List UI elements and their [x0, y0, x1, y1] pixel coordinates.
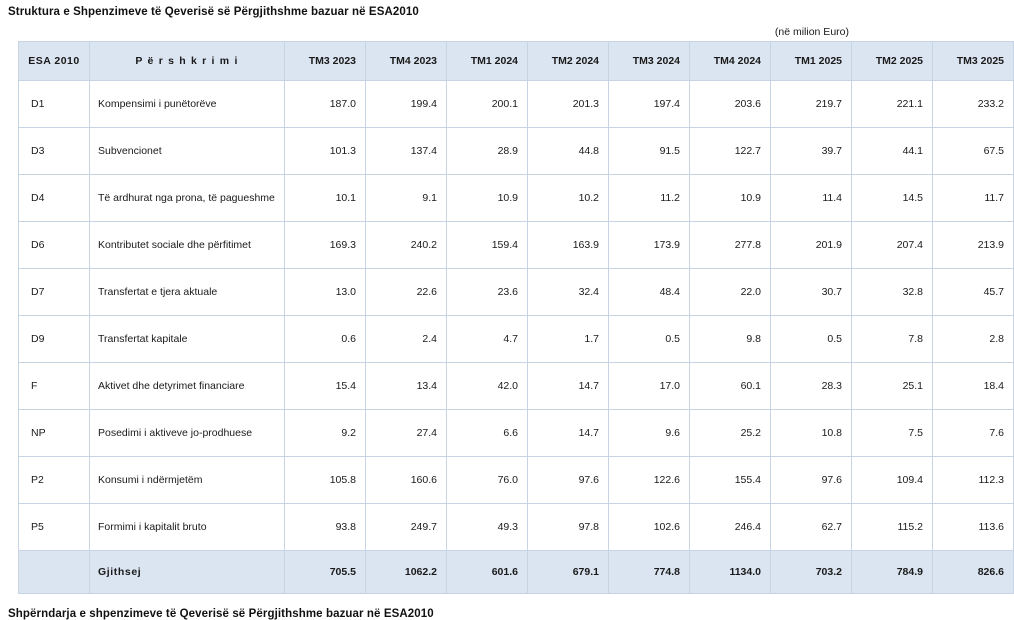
cell-value: 97.6: [771, 457, 852, 504]
cell-value: 9.1: [366, 175, 447, 222]
cell-value: 42.0: [447, 363, 528, 410]
cell-value: 122.6: [609, 457, 690, 504]
table-container: [0, 41, 1004, 594]
cell-value: 233.2: [933, 81, 1014, 128]
cell-value: 25.1: [852, 363, 933, 410]
cell-value: 187.0: [285, 81, 366, 128]
column-header-period-8: TM3 2025: [933, 42, 1014, 81]
cell-value: 27.4: [366, 410, 447, 457]
cell-value: 76.0: [447, 457, 528, 504]
table-row: [19, 128, 1014, 175]
page-title: Struktura e Shpenzimeve të Qeverisë së Përgjithshme bazuar në ESA2010: [8, 6, 419, 18]
cell-value: 173.9: [609, 222, 690, 269]
cell-value: 60.1: [690, 363, 771, 410]
cell-value: 0.5: [771, 316, 852, 363]
cell-value: 11.4: [771, 175, 852, 222]
cell-code: D3: [19, 128, 90, 175]
cell-value: 112.3: [933, 457, 1014, 504]
cell-value: 39.7: [771, 128, 852, 175]
cell-value: 49.3: [447, 504, 528, 551]
cell-code: D6: [19, 222, 90, 269]
table-row: [19, 81, 1014, 128]
cell-value: 163.9: [528, 222, 609, 269]
cell-value: 199.4: [366, 81, 447, 128]
cell-value: 169.3: [285, 222, 366, 269]
column-header-esa-code: ESA 2010: [19, 42, 90, 81]
column-header-period-7: TM2 2025: [852, 42, 933, 81]
cell-value: 13.0: [285, 269, 366, 316]
cell-value: 18.4: [933, 363, 1014, 410]
table-row: [19, 410, 1014, 457]
table-body: [19, 81, 1014, 594]
cell-code: D9: [19, 316, 90, 363]
cell-value: 23.6: [447, 269, 528, 316]
column-header-period-4: TM3 2024: [609, 42, 690, 81]
cell-value: 0.6: [285, 316, 366, 363]
table-row: [19, 363, 1014, 410]
cell-value: 1.7: [528, 316, 609, 363]
total-value: 774.8: [609, 551, 690, 594]
cell-value: 7.8: [852, 316, 933, 363]
column-header-period-3: TM2 2024: [528, 42, 609, 81]
cell-value: 221.1: [852, 81, 933, 128]
column-header-period-1: TM4 2023: [366, 42, 447, 81]
cell-value: 32.8: [852, 269, 933, 316]
column-header-period-0: TM3 2023: [285, 42, 366, 81]
cell-value: 30.7: [771, 269, 852, 316]
cell-value: 22.6: [366, 269, 447, 316]
cell-value: 200.1: [447, 81, 528, 128]
cell-value: 207.4: [852, 222, 933, 269]
cell-description: Kompensimi i punëtorëve: [90, 81, 285, 128]
total-value: 705.5: [285, 551, 366, 594]
cell-code: NP: [19, 410, 90, 457]
expenditure-table: [18, 41, 1014, 594]
cell-value: 93.8: [285, 504, 366, 551]
cell-description: Posedimi i aktiveve jo-prodhuese: [90, 410, 285, 457]
table-row: [19, 504, 1014, 551]
cell-value: 240.2: [366, 222, 447, 269]
total-value: 679.1: [528, 551, 609, 594]
cell-value: 44.1: [852, 128, 933, 175]
cell-value: 249.7: [366, 504, 447, 551]
cell-value: 14.7: [528, 363, 609, 410]
total-label: Gjithsej: [90, 551, 285, 594]
total-value: 601.6: [447, 551, 528, 594]
table-row: [19, 457, 1014, 504]
cell-value: 201.3: [528, 81, 609, 128]
cell-value: 14.5: [852, 175, 933, 222]
table-header-row: [19, 42, 1014, 81]
cell-value: 17.0: [609, 363, 690, 410]
cell-description: Subvencionet: [90, 128, 285, 175]
cell-value: 10.8: [771, 410, 852, 457]
cell-value: 11.7: [933, 175, 1014, 222]
cell-value: 32.4: [528, 269, 609, 316]
cell-value: 62.7: [771, 504, 852, 551]
cell-value: 137.4: [366, 128, 447, 175]
cell-value: 9.8: [690, 316, 771, 363]
column-header-period-6: TM1 2025: [771, 42, 852, 81]
cell-value: 2.8: [933, 316, 1014, 363]
cell-value: 0.5: [609, 316, 690, 363]
table-row: [19, 222, 1014, 269]
cell-value: 160.6: [366, 457, 447, 504]
cell-value: 9.2: [285, 410, 366, 457]
cell-value: 246.4: [690, 504, 771, 551]
total-value: 1134.0: [690, 551, 771, 594]
cell-description: Konsumi i ndërmjetëm: [90, 457, 285, 504]
cell-description: Kontributet sociale dhe përfitimet: [90, 222, 285, 269]
total-value: 703.2: [771, 551, 852, 594]
cell-value: 11.2: [609, 175, 690, 222]
cell-value: 25.2: [690, 410, 771, 457]
total-value: 826.6: [933, 551, 1014, 594]
table-row: [19, 316, 1014, 363]
cell-value: 45.7: [933, 269, 1014, 316]
cell-value: 115.2: [852, 504, 933, 551]
total-empty-cell: [19, 551, 90, 594]
cell-value: 159.4: [447, 222, 528, 269]
cell-value: 6.6: [447, 410, 528, 457]
cell-value: 2.4: [366, 316, 447, 363]
column-header-period-5: TM4 2024: [690, 42, 771, 81]
table-total-row: [19, 551, 1014, 594]
cell-value: 22.0: [690, 269, 771, 316]
cell-description: Transfertat e tjera aktuale: [90, 269, 285, 316]
cell-value: 7.6: [933, 410, 1014, 457]
cell-value: 91.5: [609, 128, 690, 175]
cell-value: 122.7: [690, 128, 771, 175]
table-row: [19, 175, 1014, 222]
cell-value: 203.6: [690, 81, 771, 128]
cell-code: P5: [19, 504, 90, 551]
cell-value: 97.8: [528, 504, 609, 551]
cell-value: 101.3: [285, 128, 366, 175]
cell-value: 219.7: [771, 81, 852, 128]
cell-value: 102.6: [609, 504, 690, 551]
cell-description: Të ardhurat nga prona, të pagueshme: [90, 175, 285, 222]
cell-value: 277.8: [690, 222, 771, 269]
cell-code: D7: [19, 269, 90, 316]
cell-value: 10.2: [528, 175, 609, 222]
cell-value: 105.8: [285, 457, 366, 504]
column-header-period-2: TM1 2024: [447, 42, 528, 81]
cell-value: 13.4: [366, 363, 447, 410]
table-row: [19, 269, 1014, 316]
total-value: 1062.2: [366, 551, 447, 594]
cell-value: 28.3: [771, 363, 852, 410]
cell-value: 109.4: [852, 457, 933, 504]
cell-code: D4: [19, 175, 90, 222]
cell-value: 201.9: [771, 222, 852, 269]
cell-value: 28.9: [447, 128, 528, 175]
cell-value: 9.6: [609, 410, 690, 457]
cell-description: Transfertat kapitale: [90, 316, 285, 363]
cell-code: P2: [19, 457, 90, 504]
cell-value: 48.4: [609, 269, 690, 316]
cell-value: 4.7: [447, 316, 528, 363]
cell-value: 14.7: [528, 410, 609, 457]
cell-value: 7.5: [852, 410, 933, 457]
cell-value: 10.1: [285, 175, 366, 222]
cell-value: 67.5: [933, 128, 1014, 175]
cell-value: 97.6: [528, 457, 609, 504]
cell-value: 44.8: [528, 128, 609, 175]
cell-value: 113.6: [933, 504, 1014, 551]
cell-value: 10.9: [690, 175, 771, 222]
column-header-description: P ë r s h k r i m i: [90, 42, 285, 81]
cell-value: 213.9: [933, 222, 1014, 269]
cell-code: F: [19, 363, 90, 410]
section-title-distribution: Shpërndarja e shpenzimeve të Qeverisë së Përgjithshme bazuar në ESA2010: [8, 608, 434, 620]
cell-description: Aktivet dhe detyrimet financiare: [90, 363, 285, 410]
cell-value: 15.4: [285, 363, 366, 410]
cell-value: 155.4: [690, 457, 771, 504]
unit-note: (në milion Euro): [774, 26, 849, 38]
cell-code: D1: [19, 81, 90, 128]
cell-value: 197.4: [609, 81, 690, 128]
total-value: 784.9: [852, 551, 933, 594]
cell-description: Formimi i kapitalit bruto: [90, 504, 285, 551]
cell-value: 10.9: [447, 175, 528, 222]
table-header: [19, 42, 1014, 81]
